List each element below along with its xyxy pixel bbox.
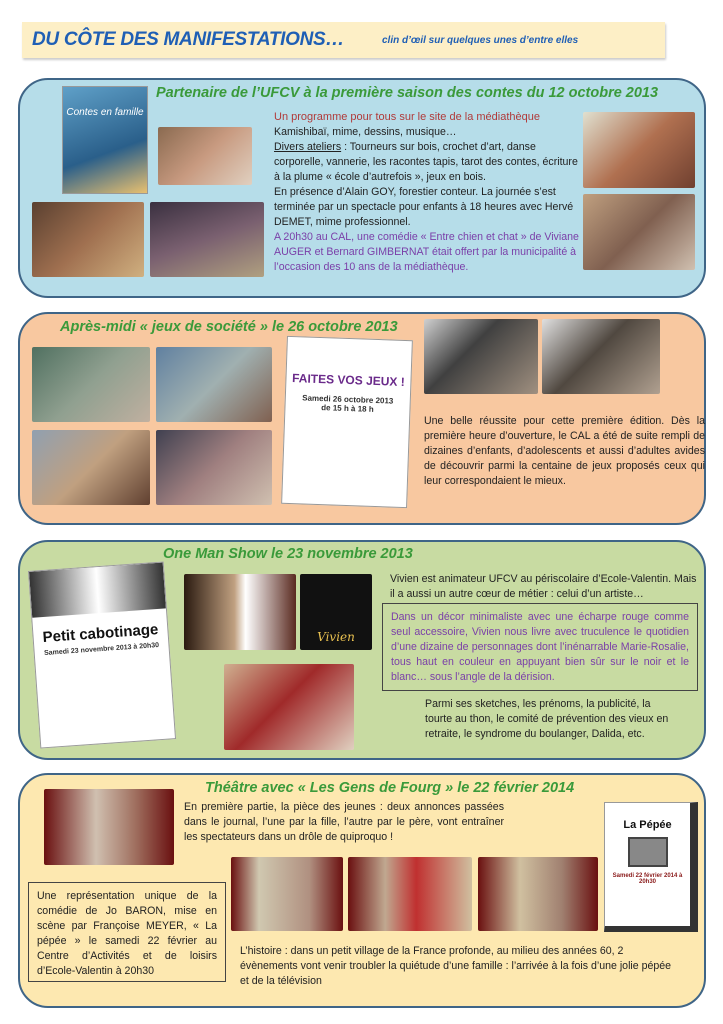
section-title: Après-midi « jeux de société » le 26 octobre 2013 (60, 319, 398, 335)
photo (156, 430, 272, 505)
lead-text: Un programme pour tous sur le site de la médiathèque (274, 111, 540, 123)
photo (32, 202, 144, 277)
poster-jeux (281, 336, 413, 508)
highlight-text: Une représentation unique de la comédie de Jo BARON, mise en scène par Françoise MEYER, « La pépée » le samedi 22 février au Centre d’Activités et de loisirs d’Ecole-Valentin à 20h30 (37, 890, 217, 977)
poster-pepee (604, 802, 698, 932)
photo-caption: Vivien (317, 630, 355, 644)
intro-text: Vivien est animateur UFCV au périscolaire d’Ecole-Valentin. Mais il a aussi un autre cœur de métier : celui d’un artiste… (390, 573, 697, 600)
highlight-box (382, 603, 698, 691)
ateliers-label: Divers ateliers (274, 141, 342, 153)
story-text: L’histoire : dans un petit village de la France profonde, au milieu des années 60, 2 évènements vont venir troubler la quiétude d’une famille : l’arrivée à la fois d’une jolie pépée et de la télévision (240, 945, 672, 987)
page-subtitle: clin d’œil sur quelques unes d’entre elles (382, 35, 579, 46)
photo (348, 857, 472, 931)
photo (424, 319, 538, 394)
section-title: One Man Show le 23 novembre 2013 (163, 546, 413, 562)
section-text (274, 110, 579, 275)
poster-title: Petit cabotinage (42, 621, 159, 647)
tv-image (628, 837, 668, 867)
ateliers-text: : Tourneurs sur bois, crochet d’art, danse corporelle, vannerie, les racontes tapis, tarot des contes, écriture à la plume « école d’autrefois », jeux en bois. (274, 141, 578, 183)
photo (583, 112, 695, 188)
photo (583, 194, 695, 270)
photo (156, 347, 272, 422)
paragraph (274, 140, 579, 185)
poster-date: Samedi 26 octobre 2013 (302, 393, 394, 406)
poster-date: Samedi 23 novembre 2013 à 20h30 (43, 642, 160, 658)
page-header (22, 22, 665, 58)
page-title: DU CÔTE DES MANIFESTATIONS… (32, 29, 345, 50)
poster-cabotinage (28, 561, 176, 748)
poster-date: Samedi 22 février 2014 à 20h30 (612, 873, 683, 885)
photo (224, 664, 354, 750)
section-title: Théâtre avec « Les Gens de Fourg » le 22 février 2014 (205, 780, 575, 796)
photo (478, 857, 598, 931)
intro-text: En première partie, la pièce des jeunes : deux annonces passées dans le journal, l’une par la fille, l’autre par le père, vont entraîner les spectateurs dans un drôle de quiproquo ! (184, 801, 504, 843)
photo (32, 430, 150, 505)
poster-time: de 15 h à 18 h (321, 403, 374, 414)
section-text: Une belle réussite pour cette première édition. Dès la première heure d’ouverture, le CAL a été de suite rempli de dizaines d’enfants, d’adolescents et aussi d’adultes avides de découvrir parmi la centaine de jeux proposés ceux qui leur correspondaient le mieux. (424, 415, 705, 487)
poster-text: Contes en famille (66, 107, 144, 118)
highlight-text: Dans un décor minimaliste avec une écharpe rouge comme seul accessoire, Vivien nous livre avec truculence le quotidien d’une dizaine de personnages dont l’inénarrable Marie-Rosalie, tous haut en couleur en appuyant bien sûr sur le noir et le blanc… sous l’angle de la dérision. (391, 611, 689, 683)
photo (231, 857, 343, 931)
poster-title: La Pépée (623, 819, 672, 831)
photo-vivien (300, 574, 372, 650)
poster-image (29, 563, 166, 618)
section-title: Partenaire de l’UFCV à la première saison des contes du 12 octobre 2013 (156, 85, 659, 101)
photo (32, 347, 150, 422)
paragraph: A 20h30 au CAL, une comédie « Entre chien et chat » de Viviane AUGER et Bernard GIMBERNAT était offert par la municipalité à l’occasion des 10 ans de la médiathèque. (274, 231, 579, 273)
photo (184, 574, 296, 650)
photo (150, 202, 264, 277)
photo (44, 789, 174, 865)
paragraph: Kamishibaï, mime, dessins, musique… (274, 126, 457, 138)
photo (158, 127, 252, 185)
photo (542, 319, 660, 394)
poster-contes (62, 86, 148, 194)
highlight-box (28, 882, 226, 982)
sketches-text: Parmi ses sketches, les prénoms, la publicité, la tourte au thon, le comité de prévention des vieux en retraite, le syndrome du boulanger, Dalida, etc. (425, 698, 669, 740)
paragraph: En présence d’Alain GOY, forestier conteur. La journée s’est terminée par un spectacle pour enfants à 18 heures avec Hervé DEMET, mime professionnel. (274, 186, 574, 228)
poster-title: FAITES VOS JEUX ! (291, 371, 406, 389)
